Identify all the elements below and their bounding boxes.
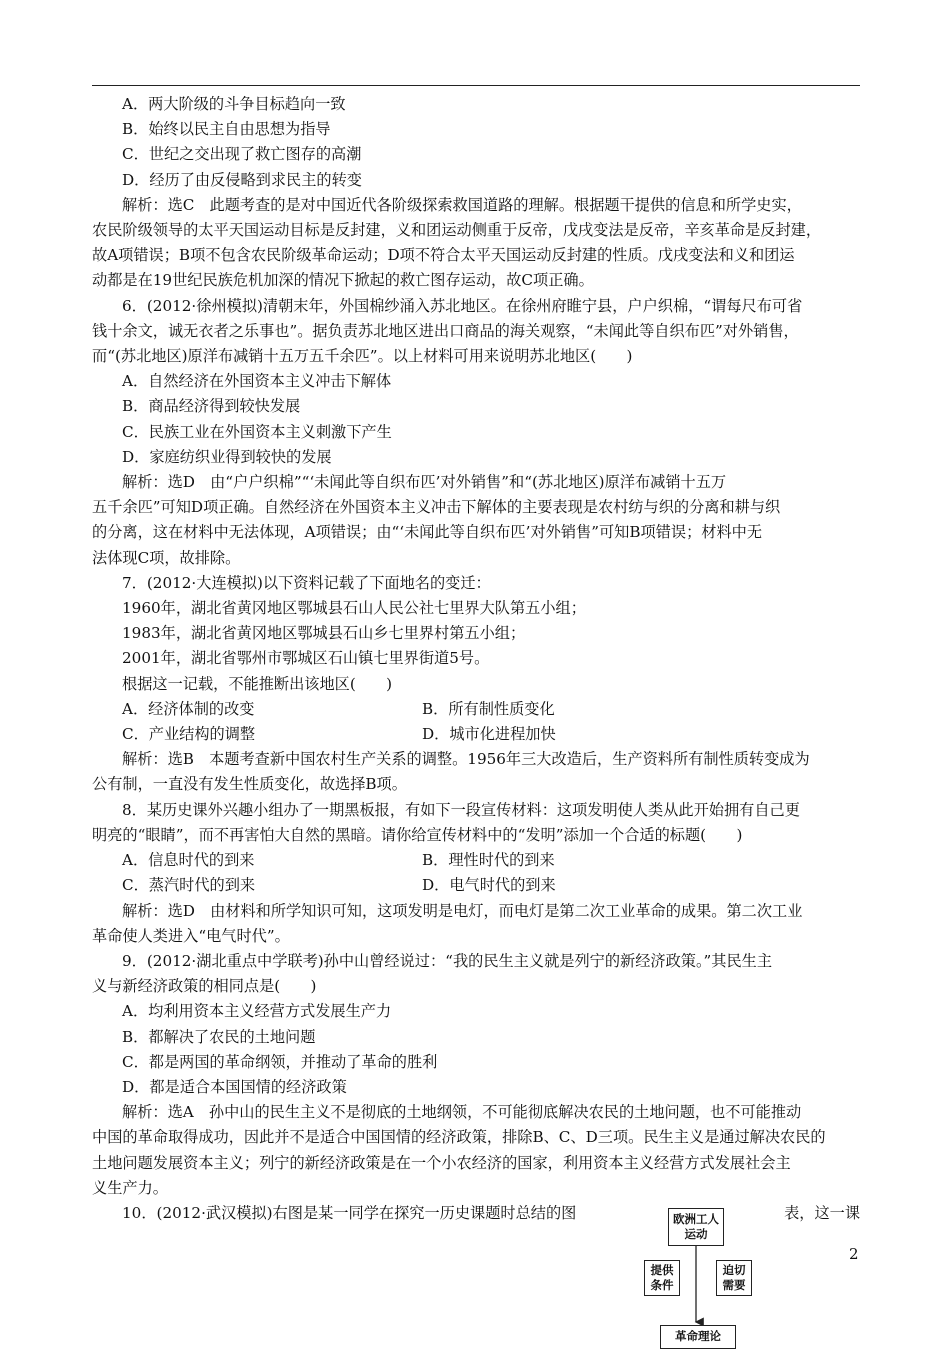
q7-option-c: C．产业结构的调整 — [122, 725, 256, 744]
q7-options-row — [92, 722, 860, 747]
q6-option-b: B．商品经济得到较快发展 — [122, 397, 301, 416]
q9-analysis-line: 土地问题发展资本主义；列宁的新经济政策是在一个小农经济的国家，利用资本主义经营方式发展社会主 — [92, 1153, 791, 1172]
q8-options-row — [92, 873, 860, 898]
q9-option-d: D．都是适合本国国情的经济政策 — [122, 1077, 347, 1096]
box-top: 欧洲工人运动 — [668, 1208, 724, 1246]
q7-analysis-line: 公有制，一直没有发生性质变化，故选择B项。 — [92, 775, 407, 794]
q5-analysis-line: 解析：选C 此题考查的是对中国近代各阶级探索救国道路的理解。根据题干提供的信息和所学史实， — [122, 195, 802, 214]
page-number: 2 — [849, 1245, 859, 1263]
q5-analysis-line: 农民阶级领导的太平天国运动目标是反封建，义和团运动侧重于反帝，戊戌变法是反帝，辛亥革命是反封建， — [92, 221, 821, 240]
q5-analysis-line: 动都是在19世纪民族危机加深的情况下掀起的救亡图存运动，故C项正确。 — [92, 271, 594, 290]
q8-analysis-line: 解析：选D 由材料和所学知识可知，这项发明是电灯，而电灯是第二次工业革命的成果。第二次工业 — [122, 901, 803, 920]
document-body — [92, 92, 860, 1226]
q5-option-d: D．经历了由反侵略到求民主的转变 — [122, 170, 362, 189]
q9-analysis-line: 义生产力。 — [92, 1178, 168, 1197]
q10-stem-left: 10．(2012·武汉模拟)右图是某一同学在探究一历史课题时总结的图 — [122, 1203, 577, 1222]
q8-option-b: B．理性时代的到来 — [422, 851, 555, 870]
q9-stem-line: 9．(2012·湖北重点中学联考)孙中山曾经说过：“我的民生主义就是列宁的新经济政策。”其民生主 — [122, 951, 773, 970]
box-left: 提供条件 — [644, 1260, 680, 1296]
q5-option-c: C．世纪之交出现了救亡图存的高潮 — [122, 145, 362, 164]
q8-option-d: D．电气时代的到来 — [422, 876, 556, 895]
q10-stem-right: 表，这一课 — [784, 1203, 860, 1222]
q6-option-d: D．家庭纺织业得到较快的发展 — [122, 447, 332, 466]
q8-analysis-line: 革命使人类进入“电气时代”。 — [92, 926, 290, 945]
q8-option-a: A．信息时代的到来 — [122, 851, 255, 870]
q6-analysis-line: 法体现C项，故排除。 — [92, 548, 241, 567]
q7-record-line: 2001年，湖北省鄂州市鄂城区石山镇七里界街道5号。 — [122, 649, 490, 668]
flow-diagram — [630, 1203, 765, 1343]
q7-option-a: A．经济体制的改变 — [122, 699, 255, 718]
q5-analysis-line: 故A项错误；B项不包含农民阶级革命运动；D项不符合太平天国运动反封建的性质。戊戌变法和义和团运 — [92, 246, 795, 265]
q7-stem: 7．(2012·大连模拟)以下资料记载了下面地名的变迁： — [122, 573, 491, 592]
q5-option-b: B．始终以民主自由思想为指导 — [122, 120, 331, 139]
q7-option-d: D．城市化进程加快 — [422, 725, 556, 744]
q6-option-c: C．民族工业在外国资本主义刺激下产生 — [122, 422, 392, 441]
q7-question: 根据这一记载，不能推断出该地区( ) — [122, 674, 393, 693]
q9-option-b: B．都解决了农民的土地问题 — [122, 1027, 316, 1046]
box-right: 迫切需要 — [716, 1260, 752, 1296]
q9-analysis-line: 解析：选A 孙中山的民生主义不是彻底的土地纲领，不可能彻底解决农民的土地问题，也不可能推动 — [122, 1103, 802, 1122]
q6-stem-line: 而“(苏北地区)原洋布减销十五万五千余匹”。以上材料可用来说明苏北地区( ) — [92, 347, 633, 366]
q7-analysis-line: 解析：选B 本题考查新中国农村生产关系的调整。1956年三大改造后，生产资料所有制性质转变成为 — [122, 750, 810, 769]
box-bottom: 革命理论 — [660, 1325, 736, 1349]
q7-record-line: 1960年，湖北省黄冈地区鄂城县石山人民公社七里界大队第五小组； — [122, 599, 586, 618]
q9-stem-line: 义与新经济政策的相同点是( ) — [92, 977, 317, 996]
q6-stem-line: 6．(2012·徐州模拟)清朝末年，外国棉纱涌入苏北地区。在徐州府睢宁县，户户织棉，“谓每尺布可省 — [122, 296, 803, 315]
q9-option-c: C．都是两国的革命纲领，并推动了革命的胜利 — [122, 1052, 438, 1071]
q6-option-a: A．自然经济在外国资本主义冲击下解体 — [122, 372, 392, 391]
q6-analysis-line: 的分离，这在材料中无法体现，A项错误；由“‘未闻此等自织布匹’对外销售”可知B项错误；材料中无 — [92, 523, 763, 542]
q9-option-a: A．均利用资本主义经营方式发展生产力 — [122, 1002, 392, 1021]
q9-analysis-line: 中国的革命取得成功，因此并不是适合中国国情的经济政策，排除B、C、D三项。民生主义是通过解决农民的 — [92, 1128, 826, 1147]
q7-option-b: B．所有制性质变化 — [422, 699, 555, 718]
q6-stem-line: 钱十余文，诚无衣者之乐事也”。据负责苏北地区进出口商品的海关观察，“未闻此等自织布匹”对外销售， — [92, 321, 799, 340]
q8-options-row — [92, 848, 860, 873]
q7-options-row — [92, 697, 860, 722]
q8-option-c: C．蒸汽时代的到来 — [122, 876, 256, 895]
q6-analysis-line: 五千余匹”可知D项正确。自然经济在外国资本主义冲击下解体的主要表现是农村纺与织的分离和耕与织 — [92, 498, 781, 517]
q8-stem-line: 8．某历史课外兴趣小组办了一期黑板报，有如下一段宣传材料：这项发明使人类从此开始拥有自己更 — [122, 800, 800, 819]
q8-stem-line: 明亮的“眼睛”，而不再害怕大自然的黑暗。请你给宣传材料中的“发明”添加一个合适的标题( ) — [92, 825, 743, 844]
q7-record-line: 1983年，湖北省黄冈地区鄂城县石山乡七里界村第五小组； — [122, 624, 526, 643]
q6-analysis-line: 解析：选D 由“户户织棉”“‘未闻此等自织布匹’对外销售”和“(苏北地区)原洋布减销十五万 — [122, 473, 727, 492]
header-rule — [92, 85, 860, 86]
q5-option-a: A．两大阶级的斗争目标趋向一致 — [122, 95, 346, 113]
